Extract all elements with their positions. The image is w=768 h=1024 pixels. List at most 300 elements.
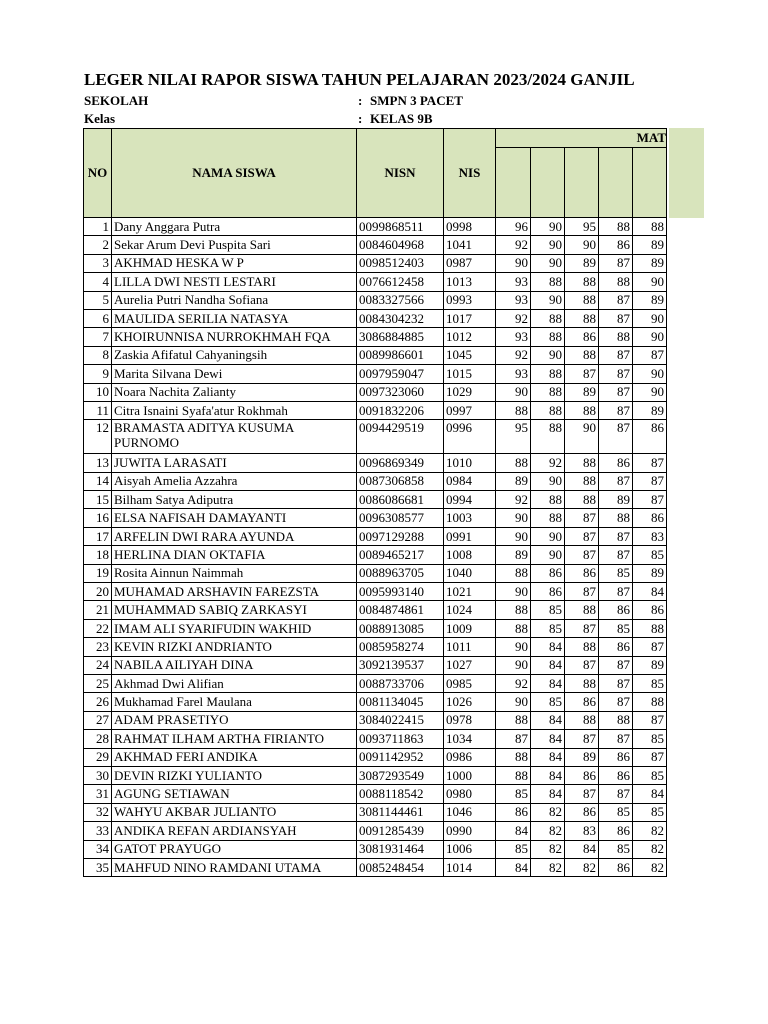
cell-score: 90 [531, 218, 565, 236]
header-score-col [565, 148, 599, 218]
cell-score: 87 [633, 454, 667, 472]
cell-nis: 0997 [444, 401, 496, 419]
cell-student-name: BRAMASTA ADITYA KUSUMA PURNOMO [112, 420, 357, 454]
cell-nisn: 0089465217 [357, 546, 444, 564]
cell-no: 30 [84, 766, 112, 784]
cell-score: 85 [633, 674, 667, 692]
cell-nis: 0993 [444, 291, 496, 309]
cell-score: 87 [565, 509, 599, 527]
cell-score: 88 [496, 564, 531, 582]
cell-score: 92 [496, 309, 531, 327]
cell-score: 88 [531, 491, 565, 509]
cell-nis: 0991 [444, 527, 496, 545]
cell-no: 25 [84, 674, 112, 692]
cell-score: 84 [496, 822, 531, 840]
cell-nisn: 3092139537 [357, 656, 444, 674]
cell-score: 88 [531, 309, 565, 327]
cell-score: 83 [633, 527, 667, 545]
cell-score: 86 [565, 766, 599, 784]
cell-score: 84 [531, 785, 565, 803]
cell-score: 82 [633, 840, 667, 858]
cell-no: 6 [84, 309, 112, 327]
cell-score: 84 [633, 785, 667, 803]
cell-score: 88 [531, 509, 565, 527]
cell-score: 86 [599, 454, 633, 472]
cell-score: 82 [531, 858, 565, 876]
header-name: NAMA SISWA [112, 129, 357, 218]
cell-score: 89 [565, 748, 599, 766]
cell-student-name: Dany Anggara Putra [112, 218, 357, 236]
cell-student-name: MAHFUD NINO RAMDANI UTAMA [112, 858, 357, 876]
cell-score: 86 [599, 858, 633, 876]
table-row [84, 491, 667, 509]
cell-score: 88 [565, 472, 599, 490]
cell-score: 90 [565, 236, 599, 254]
cell-score: 87 [565, 656, 599, 674]
cell-score: 86 [599, 766, 633, 784]
table-row [84, 383, 667, 401]
header-score-col [496, 148, 531, 218]
table-row [84, 674, 667, 692]
cell-score: 87 [599, 291, 633, 309]
cell-score: 87 [599, 785, 633, 803]
cell-score: 88 [496, 619, 531, 637]
cell-score: 88 [633, 218, 667, 236]
cell-score: 86 [565, 328, 599, 346]
cell-student-name: Sekar Arum Devi Puspita Sari [112, 236, 357, 254]
cell-score: 87 [599, 730, 633, 748]
cell-student-name: DEVIN RIZKI YULIANTO [112, 766, 357, 784]
cell-nisn: 0088118542 [357, 785, 444, 803]
cell-score: 87 [633, 638, 667, 656]
cell-score: 90 [633, 328, 667, 346]
cell-score: 87 [565, 365, 599, 383]
cell-score: 88 [531, 401, 565, 419]
cell-no: 16 [84, 509, 112, 527]
cell-score: 92 [496, 236, 531, 254]
cell-score: 88 [599, 328, 633, 346]
cell-no: 1 [84, 218, 112, 236]
cell-nisn: 0083327566 [357, 291, 444, 309]
cell-nisn: 0081134045 [357, 693, 444, 711]
cell-no: 20 [84, 583, 112, 601]
table-row [84, 638, 667, 656]
table-row [84, 365, 667, 383]
cell-score: 89 [565, 383, 599, 401]
cell-score: 88 [496, 711, 531, 729]
cell-no: 5 [84, 291, 112, 309]
cell-score: 87 [565, 546, 599, 564]
cell-score: 90 [496, 693, 531, 711]
cell-nisn: 0084304232 [357, 309, 444, 327]
cell-score: 85 [633, 803, 667, 821]
table-row [84, 527, 667, 545]
cell-score: 86 [599, 748, 633, 766]
cell-nisn: 0091832206 [357, 401, 444, 419]
cell-nisn: 3081144461 [357, 803, 444, 821]
cell-no: 14 [84, 472, 112, 490]
cell-nisn: 3081931464 [357, 840, 444, 858]
cell-nisn: 0097959047 [357, 365, 444, 383]
cell-score: 86 [599, 822, 633, 840]
cell-score: 88 [565, 346, 599, 364]
table-row [84, 601, 667, 619]
cell-score: 85 [599, 803, 633, 821]
table-row [84, 766, 667, 784]
table-row [84, 803, 667, 821]
cell-nis: 1040 [444, 564, 496, 582]
header-nisn: NISN [357, 129, 444, 218]
cell-nis: 0990 [444, 822, 496, 840]
cell-student-name: Mukhamad Farel Maulana [112, 693, 357, 711]
cell-score: 95 [496, 420, 531, 454]
cell-score: 86 [565, 693, 599, 711]
header-score-col [531, 148, 565, 218]
cell-nis: 1046 [444, 803, 496, 821]
school-value: SMPN 3 PACET [370, 93, 463, 108]
cell-nis: 1008 [444, 546, 496, 564]
cell-nis: 1017 [444, 309, 496, 327]
cell-score: 85 [633, 730, 667, 748]
cell-no: 10 [84, 383, 112, 401]
cell-score: 90 [496, 583, 531, 601]
cell-nis: 1014 [444, 858, 496, 876]
cell-nisn: 0087306858 [357, 472, 444, 490]
cell-student-name: KHOIRUNNISA NURROKHMAH FQA [112, 328, 357, 346]
cell-score: 89 [496, 546, 531, 564]
cell-score: 90 [496, 656, 531, 674]
cell-score: 86 [599, 236, 633, 254]
cell-score: 88 [599, 711, 633, 729]
colon: : [358, 111, 363, 126]
cell-student-name: JUWITA LARASATI [112, 454, 357, 472]
cell-nisn: 0095993140 [357, 583, 444, 601]
cell-score: 87 [599, 656, 633, 674]
grades-table [83, 128, 667, 877]
cell-score: 88 [565, 711, 599, 729]
cell-score: 87 [565, 527, 599, 545]
cell-nis: 1003 [444, 509, 496, 527]
cell-nis: 0996 [444, 420, 496, 454]
cell-nisn: 3086884885 [357, 328, 444, 346]
cell-student-name: AKHMAD FERI ANDIKA [112, 748, 357, 766]
cell-nisn: 0076612458 [357, 273, 444, 291]
cell-score: 86 [599, 638, 633, 656]
cell-score: 87 [565, 583, 599, 601]
cell-score: 89 [633, 254, 667, 272]
cell-no: 11 [84, 401, 112, 419]
cell-score: 84 [531, 638, 565, 656]
table-row [84, 309, 667, 327]
cell-nis: 1009 [444, 619, 496, 637]
cell-score: 86 [565, 564, 599, 582]
cell-nisn: 0091285439 [357, 822, 444, 840]
cell-score: 89 [633, 401, 667, 419]
cell-nisn: 0084604968 [357, 236, 444, 254]
cell-score: 84 [531, 730, 565, 748]
table-row [84, 748, 667, 766]
cell-score: 89 [633, 236, 667, 254]
cell-score: 90 [531, 527, 565, 545]
cell-score: 93 [496, 365, 531, 383]
cell-student-name: MUHAMAD ARSHAVIN FAREZSTA [112, 583, 357, 601]
cell-student-name: MAULIDA SERILIA NATASYA [112, 309, 357, 327]
cell-score: 93 [496, 328, 531, 346]
cell-nisn: 0097129288 [357, 527, 444, 545]
cell-score: 87 [633, 346, 667, 364]
cell-student-name: Aurelia Putri Nandha Sofiana [112, 291, 357, 309]
cell-no: 29 [84, 748, 112, 766]
cell-score: 84 [496, 858, 531, 876]
cell-score: 93 [496, 291, 531, 309]
cell-no: 34 [84, 840, 112, 858]
table-row [84, 509, 667, 527]
cell-score: 87 [565, 619, 599, 637]
cell-nis: 0980 [444, 785, 496, 803]
cell-no: 28 [84, 730, 112, 748]
table-row [84, 254, 667, 272]
cell-score: 85 [633, 766, 667, 784]
cell-nis: 1027 [444, 656, 496, 674]
student-rows [84, 218, 667, 877]
cell-score: 86 [565, 803, 599, 821]
cell-score: 92 [531, 454, 565, 472]
cell-score: 90 [496, 254, 531, 272]
cell-score: 90 [496, 638, 531, 656]
cell-student-name: RAHMAT ILHAM ARTHA FIRIANTO [112, 730, 357, 748]
cell-nisn: 0094429519 [357, 420, 444, 454]
cell-score: 96 [496, 218, 531, 236]
cell-no: 33 [84, 822, 112, 840]
header-mat: MAT [496, 129, 667, 148]
cell-score: 90 [531, 546, 565, 564]
cell-nisn: 0097323060 [357, 383, 444, 401]
cell-score: 86 [599, 601, 633, 619]
table-row [84, 693, 667, 711]
cell-score: 89 [496, 472, 531, 490]
cell-score: 88 [531, 383, 565, 401]
cell-no: 8 [84, 346, 112, 364]
cell-student-name: IMAM ALI SYARIFUDIN WAKHID [112, 619, 357, 637]
cell-score: 88 [565, 401, 599, 419]
school-label: SEKOLAH [84, 93, 149, 108]
cell-score: 88 [565, 309, 599, 327]
cell-nisn: 0088963705 [357, 564, 444, 582]
cell-score: 82 [531, 822, 565, 840]
cell-score: 90 [496, 509, 531, 527]
cell-no: 32 [84, 803, 112, 821]
table-row [84, 785, 667, 803]
table-row [84, 346, 667, 364]
cell-score: 90 [531, 346, 565, 364]
cell-nisn: 3084022415 [357, 711, 444, 729]
cell-nis: 1021 [444, 583, 496, 601]
cell-score: 88 [496, 601, 531, 619]
cell-no: 3 [84, 254, 112, 272]
cell-score: 88 [531, 420, 565, 454]
cell-score: 86 [633, 509, 667, 527]
cell-score: 90 [531, 472, 565, 490]
header-nis: NIS [444, 129, 496, 218]
cell-score: 86 [496, 803, 531, 821]
cell-score: 84 [633, 583, 667, 601]
table-row [84, 273, 667, 291]
header-score-col [633, 148, 667, 218]
cell-score: 87 [599, 383, 633, 401]
cell-score: 88 [531, 328, 565, 346]
table-row [84, 420, 667, 454]
cell-score: 90 [633, 365, 667, 383]
cell-student-name: AKHMAD HESKA W P [112, 254, 357, 272]
cell-nis: 0994 [444, 491, 496, 509]
table-row [84, 711, 667, 729]
cell-score: 82 [531, 840, 565, 858]
cell-score: 86 [633, 420, 667, 454]
cell-score: 88 [496, 454, 531, 472]
cell-nis: 0987 [444, 254, 496, 272]
cell-score: 90 [531, 236, 565, 254]
cell-score: 84 [531, 748, 565, 766]
cell-nis: 1011 [444, 638, 496, 656]
cell-score: 90 [531, 291, 565, 309]
cell-score: 90 [531, 254, 565, 272]
cell-nisn: 0096308577 [357, 509, 444, 527]
cell-nisn: 0099868511 [357, 218, 444, 236]
cell-score: 87 [599, 527, 633, 545]
cell-no: 7 [84, 328, 112, 346]
cell-score: 90 [633, 273, 667, 291]
header-no: NO [84, 129, 112, 218]
cell-no: 35 [84, 858, 112, 876]
cell-student-name: AGUNG SETIAWAN [112, 785, 357, 803]
table-row [84, 822, 667, 840]
cell-nis: 0978 [444, 711, 496, 729]
cell-nis: 1029 [444, 383, 496, 401]
cell-student-name: Noara Nachita Zalianty [112, 383, 357, 401]
cell-score: 93 [496, 273, 531, 291]
table-row [84, 454, 667, 472]
cell-score: 85 [599, 619, 633, 637]
cell-no: 23 [84, 638, 112, 656]
cell-student-name: KEVIN RIZKI ANDRIANTO [112, 638, 357, 656]
cell-score: 86 [531, 564, 565, 582]
cell-score: 92 [496, 674, 531, 692]
cell-student-name: NABILA AILIYAH DINA [112, 656, 357, 674]
table-row [84, 583, 667, 601]
class-value: KELAS 9B [370, 111, 433, 126]
cell-score: 90 [633, 309, 667, 327]
cell-student-name: Akhmad Dwi Alifian [112, 674, 357, 692]
cell-score: 87 [599, 472, 633, 490]
cell-score: 88 [565, 674, 599, 692]
cell-score: 87 [633, 491, 667, 509]
cell-score: 87 [565, 785, 599, 803]
cell-score: 89 [565, 254, 599, 272]
cell-nis: 0985 [444, 674, 496, 692]
cell-score: 87 [599, 346, 633, 364]
cell-score: 88 [565, 601, 599, 619]
cell-score: 82 [633, 858, 667, 876]
cell-score: 88 [633, 693, 667, 711]
cell-no: 9 [84, 365, 112, 383]
header-score-col [599, 148, 633, 218]
cell-no: 22 [84, 619, 112, 637]
cell-score: 88 [633, 619, 667, 637]
cell-nisn: 0096869349 [357, 454, 444, 472]
cell-score: 87 [599, 401, 633, 419]
cell-nisn: 0086086681 [357, 491, 444, 509]
table-row [84, 218, 667, 236]
cell-score: 87 [599, 693, 633, 711]
cell-score: 87 [599, 420, 633, 454]
cell-score: 87 [599, 254, 633, 272]
cell-score: 88 [496, 748, 531, 766]
cell-no: 21 [84, 601, 112, 619]
cell-nis: 1000 [444, 766, 496, 784]
cell-score: 82 [531, 803, 565, 821]
cell-score: 85 [531, 619, 565, 637]
cell-nisn: 0085248454 [357, 858, 444, 876]
cell-nisn: 0089986601 [357, 346, 444, 364]
cell-score: 84 [531, 766, 565, 784]
cell-score: 88 [496, 401, 531, 419]
cell-score: 88 [599, 273, 633, 291]
cell-no: 19 [84, 564, 112, 582]
table-row [84, 401, 667, 419]
cell-score: 86 [531, 583, 565, 601]
cell-nisn: 0093711863 [357, 730, 444, 748]
cell-student-name: Zaskia Afifatul Cahyaningsih [112, 346, 357, 364]
cell-score: 85 [599, 564, 633, 582]
table-row [84, 840, 667, 858]
table-row [84, 546, 667, 564]
cell-score: 88 [565, 638, 599, 656]
cell-no: 12 [84, 420, 112, 454]
class-value-line [358, 111, 433, 127]
cell-nis: 0984 [444, 472, 496, 490]
cell-no: 24 [84, 656, 112, 674]
cell-score: 87 [599, 309, 633, 327]
cell-score: 84 [531, 656, 565, 674]
cell-no: 17 [84, 527, 112, 545]
document-title: LEGER NILAI RAPOR SISWA TAHUN PELAJARAN 2023/2024 GANJIL [84, 70, 635, 89]
cell-score: 86 [633, 601, 667, 619]
cell-nisn: 0084874861 [357, 601, 444, 619]
cell-nis: 1012 [444, 328, 496, 346]
cell-score: 88 [599, 509, 633, 527]
cell-nis: 1015 [444, 365, 496, 383]
cell-score: 87 [599, 583, 633, 601]
cell-score: 82 [633, 822, 667, 840]
cell-score: 85 [496, 840, 531, 858]
cell-score: 85 [599, 840, 633, 858]
table-row [84, 472, 667, 490]
cell-student-name: MUHAMMAD SABIQ ZARKASYI [112, 601, 357, 619]
cell-student-name: Rosita Ainnun Naimmah [112, 564, 357, 582]
table-row [84, 291, 667, 309]
cell-student-name: ARFELIN DWI RARA AYUNDA [112, 527, 357, 545]
cell-nisn: 3087293549 [357, 766, 444, 784]
colon: : [358, 93, 363, 108]
cell-score: 85 [531, 693, 565, 711]
cell-score: 89 [633, 564, 667, 582]
cell-score: 87 [599, 674, 633, 692]
cell-nis: 0986 [444, 748, 496, 766]
cell-score: 85 [633, 546, 667, 564]
cell-score: 88 [599, 218, 633, 236]
cell-score: 88 [565, 454, 599, 472]
school-value-line [358, 93, 463, 109]
